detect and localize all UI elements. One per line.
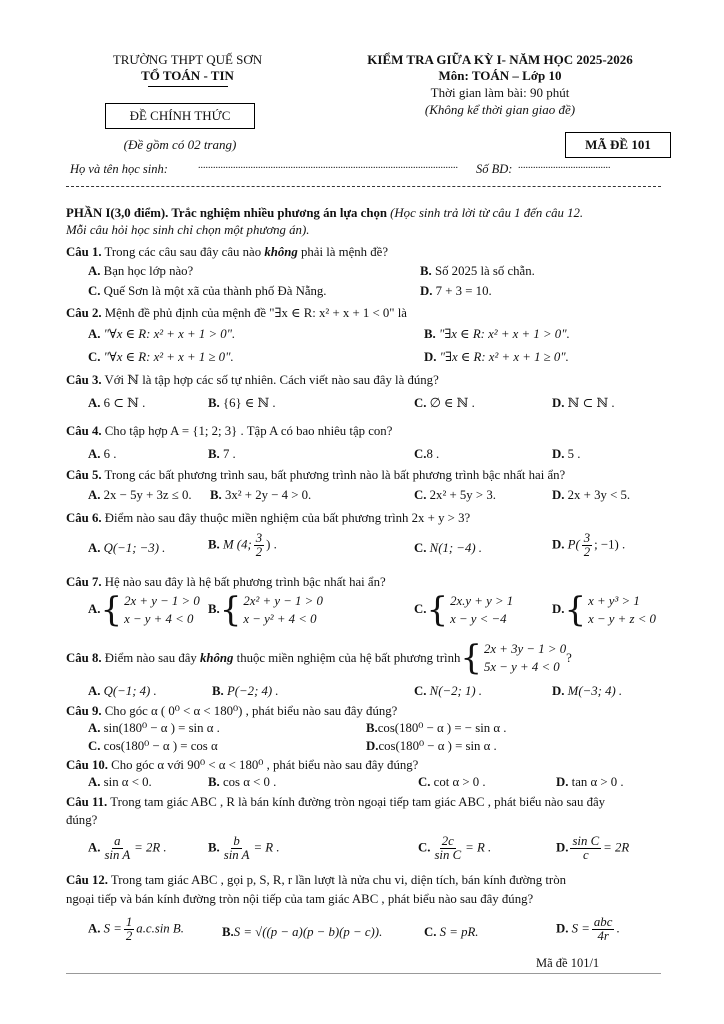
q8-option-d[interactable] xyxy=(552,684,622,699)
q9-a-label: A. xyxy=(88,721,101,735)
q10-c-text: cot α > 0 . xyxy=(433,775,486,789)
q7-b-line2: x − y² + 4 < 0 xyxy=(243,612,317,626)
question-9 xyxy=(66,703,397,719)
q11-a-post: = 2R . xyxy=(134,840,167,855)
q5-text: Trong các bất phương trình sau, bất phương trình nào là bất phương trình bậc nhất hai ẩn? xyxy=(104,468,566,482)
q4-text: Cho tập hợp A = {1; 2; 3} . Tập A có bao nhiêu tập con? xyxy=(104,424,393,438)
q7-a-label: A. xyxy=(88,601,101,616)
q1-option-a[interactable] xyxy=(88,264,193,279)
q8-stem xyxy=(66,650,460,666)
q1-d-text: 7 + 3 = 10. xyxy=(435,284,492,298)
q1-text-pre: Trong các câu sau đây câu nào xyxy=(104,245,262,259)
q12-option-d[interactable] xyxy=(556,916,620,943)
q9-text: Cho góc α ( 0⁰ < α < 180⁰) , phát biểu nào sau đây đúng? xyxy=(104,704,398,718)
q6-d-label: D. xyxy=(552,537,565,552)
q9-a-text: sin(180⁰ − α ) = sin α . xyxy=(103,721,220,735)
q2-option-c[interactable] xyxy=(88,350,234,365)
question-11 xyxy=(66,794,605,810)
q11-b-den: sin A xyxy=(223,848,250,862)
q9-label: Câu 9. xyxy=(66,704,102,718)
q11-a-num: a xyxy=(114,834,121,848)
q4-label: Câu 4. xyxy=(66,424,102,438)
part1-note2: Mỗi câu hỏi học sinh chỉ chọn một phương án). xyxy=(66,223,310,237)
q1-a-text: Bạn học lớp nào? xyxy=(103,264,194,278)
q12-d-fraction xyxy=(592,916,614,943)
q1-c-text: Quế Sơn là một xã của thành phố Đà Nẵng. xyxy=(103,284,327,298)
q7-c-line2: x − y < −4 xyxy=(450,612,507,626)
q7-a-line2: x − y + 4 < 0 xyxy=(124,612,194,626)
q11-option-b[interactable] xyxy=(208,835,280,862)
school-name: TRƯỜNG THPT QUẾ SƠN xyxy=(112,52,263,67)
q11-d-label: D. xyxy=(556,840,569,855)
time-note: (Không kể thời gian giao đề) xyxy=(424,102,576,117)
q11-d-post: = 2R xyxy=(603,840,630,855)
q6-a-label: A. xyxy=(88,541,101,555)
question-4 xyxy=(66,423,392,439)
q2-option-b[interactable] xyxy=(424,327,570,342)
q7-b-label: B. xyxy=(208,601,220,616)
q11-a-label: A. xyxy=(88,840,101,855)
q5-option-c[interactable] xyxy=(414,488,496,503)
q3-a-text: 6 ⊂ ℕ . xyxy=(103,396,146,410)
q2-text: Mệnh đề phủ định của mệnh đề "∃x ∈ R: x² + x + 1 < 0" là xyxy=(104,306,407,320)
q12-a-post: a.c.sin B. xyxy=(136,921,184,936)
q6-a-text: Q(−1; −3) . xyxy=(103,541,166,555)
q4-option-b[interactable] xyxy=(208,447,236,462)
q11-b-post: = R . xyxy=(253,840,280,855)
q1-text-post: phải là mệnh đề? xyxy=(300,245,389,259)
q7-label: Câu 7. xyxy=(66,575,102,589)
exam-title: KIỂM TRA GIỮA KỲ I- NĂM HỌC 2025-2026 xyxy=(367,52,633,67)
q12-d-den: 4r xyxy=(597,929,609,943)
q9-b-text: cos(180⁰ − α ) = − sin α . xyxy=(377,721,507,735)
q7-option-c[interactable] xyxy=(414,592,513,628)
sbd-label: Số BD: xyxy=(476,162,513,176)
q9-d-label: D. xyxy=(366,739,379,753)
q3-d-label: D. xyxy=(552,396,565,410)
q12-c-label: C. xyxy=(424,925,437,939)
q8-text-post: thuộc miền nghiệm của hệ bất phương trình xyxy=(236,651,461,665)
q4-b-label: B. xyxy=(208,447,220,461)
question-6 xyxy=(66,510,470,526)
q6-option-a[interactable] xyxy=(88,541,165,556)
q11-c-post: = R . xyxy=(465,840,492,855)
q6-b-pre: M (4; xyxy=(222,537,252,552)
q7-a-system xyxy=(124,592,200,628)
q10-d-text: tan α > 0 . xyxy=(571,775,624,789)
q6-option-d[interactable] xyxy=(552,532,625,559)
q12-d-label: D. xyxy=(556,921,569,936)
pages-note: (Đề gồm có 02 trang) xyxy=(123,137,237,152)
q8-option-a[interactable] xyxy=(88,684,157,699)
q1-c-label: C. xyxy=(88,284,101,298)
q11-b-num: b xyxy=(233,834,240,848)
question-10 xyxy=(66,757,418,773)
q8-d-label: D. xyxy=(552,684,565,698)
q12-option-a[interactable] xyxy=(88,916,184,943)
q8-b-text: P(−2; 4) . xyxy=(226,684,279,698)
q1-option-d[interactable] xyxy=(420,284,492,299)
q6-option-b[interactable] xyxy=(208,532,277,559)
q11-b-label: B. xyxy=(208,840,220,855)
q1-d-label: D. xyxy=(420,284,433,298)
q11-text-line1: Trong tam giác ABC , R là bán kính đường tròn ngoại tiếp tam giác ABC , phát biểu nào sau đây xyxy=(110,795,606,809)
q7-option-a[interactable] xyxy=(88,592,200,628)
q8-c-text: N(−2; 1) . xyxy=(429,684,483,698)
q1-b-label: B. xyxy=(420,264,432,278)
q5-c-label: C. xyxy=(414,488,427,502)
q9-b-label: B. xyxy=(366,721,378,735)
q6-text: Điểm nào sau đây thuộc miền nghiệm của bất phương trình 2x + y > 3? xyxy=(104,511,471,525)
q11-c-den: sin C xyxy=(434,848,462,862)
q9-c-label: C. xyxy=(88,739,101,753)
q3-option-d[interactable] xyxy=(552,396,615,411)
q3-b-label: B. xyxy=(208,396,220,410)
q7-b-brace: { xyxy=(219,590,242,630)
question-12 xyxy=(66,872,566,888)
q11-option-c[interactable] xyxy=(418,835,491,862)
q10-option-c[interactable] xyxy=(418,775,486,790)
q8-line1: 2x + 3y − 1 > 0 xyxy=(484,642,567,656)
q12-b-text: S = √((p − a)(p − b)(p − c)). xyxy=(233,925,383,939)
q1-option-b[interactable] xyxy=(420,264,535,279)
q5-option-b[interactable] xyxy=(210,488,311,503)
q4-b-text: 7 . xyxy=(222,447,236,461)
q8-a-text: Q(−1; 4) . xyxy=(103,684,157,698)
q11-label: Câu 11. xyxy=(66,795,108,809)
q1-a-label: A. xyxy=(88,264,101,278)
question-3 xyxy=(66,372,439,388)
q7-d-system xyxy=(588,592,656,628)
q8-system xyxy=(484,640,566,676)
q10-a-text: sin α < 0. xyxy=(103,775,152,789)
q12-a-num: 1 xyxy=(125,915,133,929)
q7-a-brace: { xyxy=(100,590,123,630)
q5-c-text: 2x² + 5y > 3. xyxy=(429,488,496,502)
q4-option-d[interactable] xyxy=(552,447,580,462)
q5-option-d[interactable] xyxy=(552,488,630,503)
part1-heading xyxy=(66,205,583,221)
official-badge: ĐỀ CHÍNH THỨC xyxy=(105,103,255,129)
q8-brace: { xyxy=(460,638,483,678)
q6-b-num: 3 xyxy=(255,531,263,545)
q1-b-text: Số 2025 là số chẵn. xyxy=(434,264,535,278)
q10-b-text: cos α < 0 . xyxy=(222,775,277,789)
q3-option-c[interactable] xyxy=(414,396,475,411)
q12-label: Câu 12. xyxy=(66,873,108,887)
q5-a-label: A. xyxy=(88,488,101,502)
sbd-dots: ..................................... xyxy=(518,160,611,171)
q12-a-pre: S = xyxy=(103,921,122,936)
q4-c-text: 8 . xyxy=(426,447,440,461)
q4-d-text: 5 . xyxy=(567,447,581,461)
q7-c-system xyxy=(450,592,513,628)
q6-c-label: C. xyxy=(414,541,427,555)
q6-label: Câu 6. xyxy=(66,511,102,525)
q7-c-label: C. xyxy=(414,601,427,616)
q8-b-label: B. xyxy=(212,684,224,698)
q4-a-label: A. xyxy=(88,447,101,461)
q11-c-label: C. xyxy=(418,840,431,855)
q12-option-c[interactable] xyxy=(424,925,479,940)
part1-title: PHẦN I(3,0 điểm). Trắc nghiệm nhiều phương án lựa chọn xyxy=(66,206,387,220)
q5-b-label: B. xyxy=(210,488,222,502)
q12-option-b[interactable] xyxy=(222,925,382,940)
q8-c-label: C. xyxy=(414,684,427,698)
q7-option-d[interactable] xyxy=(552,592,656,628)
q6-d-pre: P( xyxy=(567,537,580,552)
q8-label: Câu 8. xyxy=(66,651,102,665)
q7-b-line1: 2x² + y − 1 > 0 xyxy=(243,594,323,608)
q11-option-a[interactable] xyxy=(88,835,167,862)
q11-d-num: sin C xyxy=(572,834,600,848)
q3-c-label: C. xyxy=(414,396,427,410)
student-name-dots: ........................................................................................................ xyxy=(198,160,458,171)
department: TỔ TOÁN - TIN xyxy=(141,68,234,83)
q10-option-b[interactable] xyxy=(208,775,276,790)
q8-option-c[interactable] xyxy=(414,684,482,699)
q6-b-fraction xyxy=(254,532,264,559)
q6-d-post: ; −1) . xyxy=(594,537,626,552)
q6-c-text: N(1; −4) . xyxy=(429,541,483,555)
q2-option-d[interactable] xyxy=(424,350,569,365)
exam-code: MÃ ĐỀ 101 xyxy=(565,132,671,158)
q10-text: Cho góc α với 90⁰ < α < 180⁰ , phát biểu nào sau đây đúng? xyxy=(111,758,419,772)
q12-d-post: . xyxy=(616,921,620,936)
q7-d-brace: { xyxy=(564,590,587,630)
q5-a-text: 2x − 5y + 3z ≤ 0. xyxy=(103,488,192,502)
q1-option-c[interactable] xyxy=(88,284,327,299)
q3-option-a[interactable] xyxy=(88,396,145,411)
q11-a-fraction xyxy=(102,835,132,862)
q2-c-text: "∀x ∈ R: x² + x + 1 ≥ 0". xyxy=(103,350,234,364)
q2-d-text: "∃x ∈ R: x² + x + 1 ≥ 0". xyxy=(439,350,569,364)
q9-option-c[interactable] xyxy=(88,739,218,754)
q2-d-label: D. xyxy=(424,350,437,364)
q6-d-fraction xyxy=(582,532,592,559)
q7-d-line1: x + y³ > 1 xyxy=(588,594,640,608)
q6-b-den: 2 xyxy=(255,545,263,559)
q2-c-label: C. xyxy=(88,350,101,364)
q9-option-d[interactable] xyxy=(366,739,497,754)
q3-label: Câu 3. xyxy=(66,373,102,387)
q8-d-text: M(−3; 4) . xyxy=(567,684,623,698)
exam-time: Thời gian làm bài: 90 phút xyxy=(430,85,570,100)
q12-c-text: S = pR. xyxy=(439,925,479,939)
q2-a-text: "∀x ∈ R: x² + x + 1 > 0". xyxy=(103,327,236,341)
q5-option-a[interactable] xyxy=(88,488,192,503)
q12-d-num: abc xyxy=(593,915,613,929)
page-footer: Mã đề 101/1 xyxy=(536,956,600,970)
q7-text: Hệ nào sau đây là hệ bất phương trình bậc nhất hai ẩn? xyxy=(104,575,386,589)
q5-d-text: 2x + 3y < 5. xyxy=(567,488,631,502)
question-5 xyxy=(66,467,565,483)
q12-d-pre: S = xyxy=(571,921,590,936)
q11-a-den: sin A xyxy=(104,848,131,862)
q10-option-a[interactable] xyxy=(88,775,152,790)
q12-a-fraction xyxy=(124,916,134,943)
q9-option-b[interactable] xyxy=(366,721,506,736)
q3-text: Với ℕ là tập hợp các số tự nhiên. Cách viết nào sau đây là đúng? xyxy=(104,373,439,387)
q7-c-brace: { xyxy=(426,590,449,630)
q5-label: Câu 5. xyxy=(66,468,102,482)
q6-b-label: B. xyxy=(208,537,220,552)
q4-a-text: 6 . xyxy=(103,447,117,461)
q11-d-fraction xyxy=(570,835,601,862)
question-2 xyxy=(66,305,407,321)
q8-question-mark: ? xyxy=(566,651,572,665)
q9-option-a[interactable] xyxy=(88,721,220,736)
q12-a-label: A. xyxy=(88,921,101,936)
q7-d-label: D. xyxy=(552,601,565,616)
q12-text-line2: ngoại tiếp và bán kính đường tròn nội tiếp của tam giác ABC , phát biểu nào sau đây đúng? xyxy=(66,892,534,906)
q4-option-a[interactable] xyxy=(88,447,116,462)
q9-c-text: cos(180⁰ − α ) = cos α xyxy=(103,739,218,753)
q8-a-label: A. xyxy=(88,684,101,698)
q7-c-line1: 2x.y + y > 1 xyxy=(450,594,514,608)
q11-text-line2: đúng? xyxy=(66,813,98,827)
q8-line2: 5x − y + 4 < 0 xyxy=(484,660,560,674)
dept-underline xyxy=(148,86,228,87)
q2-option-a[interactable] xyxy=(88,327,235,342)
q8-emphasis: không xyxy=(200,651,234,665)
q3-d-text: ℕ ⊂ ℕ . xyxy=(567,396,615,410)
q6-d-num: 3 xyxy=(583,531,591,545)
q8-text-pre: Điểm nào sau đây xyxy=(104,651,197,665)
q10-b-label: B. xyxy=(208,775,220,789)
q9-d-text: cos(180⁰ − α ) = sin α . xyxy=(378,739,497,753)
q6-b-post: ) . xyxy=(266,537,277,552)
q3-option-b[interactable] xyxy=(208,396,276,411)
q4-option-c[interactable] xyxy=(414,447,439,462)
subject: Môn: TOÁN – Lớp 10 xyxy=(438,68,562,83)
q6-option-c[interactable] xyxy=(414,541,482,556)
q1-emphasis: không xyxy=(264,245,298,259)
q12-a-den: 2 xyxy=(125,929,133,943)
question-1 xyxy=(66,244,388,260)
q3-a-label: A. xyxy=(88,396,101,410)
q10-c-label: C. xyxy=(418,775,431,789)
q5-d-label: D. xyxy=(552,488,565,502)
q3-b-text: {6} ∈ ℕ . xyxy=(222,396,276,410)
q7-d-line2: x − y + z < 0 xyxy=(588,612,656,626)
q7-a-line1: 2x + y − 1 > 0 xyxy=(124,594,200,608)
q11-c-num: 2c xyxy=(441,834,454,848)
q2-b-text: "∃x ∈ R: x² + x + 1 > 0". xyxy=(438,327,570,341)
q3-c-text: ∅ ∈ ℕ . xyxy=(429,396,475,410)
separator-line xyxy=(66,186,661,187)
q7-option-b[interactable] xyxy=(208,592,323,628)
q7-b-system xyxy=(243,592,323,628)
q2-a-label: A. xyxy=(88,327,101,341)
q4-c-label: C. xyxy=(414,447,427,461)
question-8 xyxy=(66,640,572,676)
q5-b-text: 3x² + 2y − 4 > 0. xyxy=(224,488,312,502)
q6-d-den: 2 xyxy=(583,545,591,559)
footer-line xyxy=(66,973,661,974)
q10-a-label: A. xyxy=(88,775,101,789)
question-7 xyxy=(66,574,386,590)
q4-d-label: D. xyxy=(552,447,565,461)
q11-c-fraction xyxy=(432,835,463,862)
q2-b-label: B. xyxy=(424,327,436,341)
q12-text-line1: Trong tam giác ABC , gọi p, S, R, r lần lượt là nửa chu vi, diện tích, bán kính đường tròn xyxy=(110,873,566,887)
part1-note1: (Học sinh trả lời từ câu 1 đến câu 12. xyxy=(390,206,584,220)
q10-label: Câu 10. xyxy=(66,758,108,772)
q11-d-den: c xyxy=(582,848,589,862)
q12-b-label: B. xyxy=(222,925,234,939)
q8-option-b[interactable] xyxy=(212,684,279,699)
student-name-label: Họ và tên học sinh: xyxy=(70,162,168,176)
q11-option-d[interactable] xyxy=(556,835,629,862)
q1-label: Câu 1. xyxy=(66,245,102,259)
q10-d-label: D. xyxy=(556,775,569,789)
q11-b-fraction xyxy=(222,835,252,862)
q2-label: Câu 2. xyxy=(66,306,102,320)
q10-option-d[interactable] xyxy=(556,775,624,790)
